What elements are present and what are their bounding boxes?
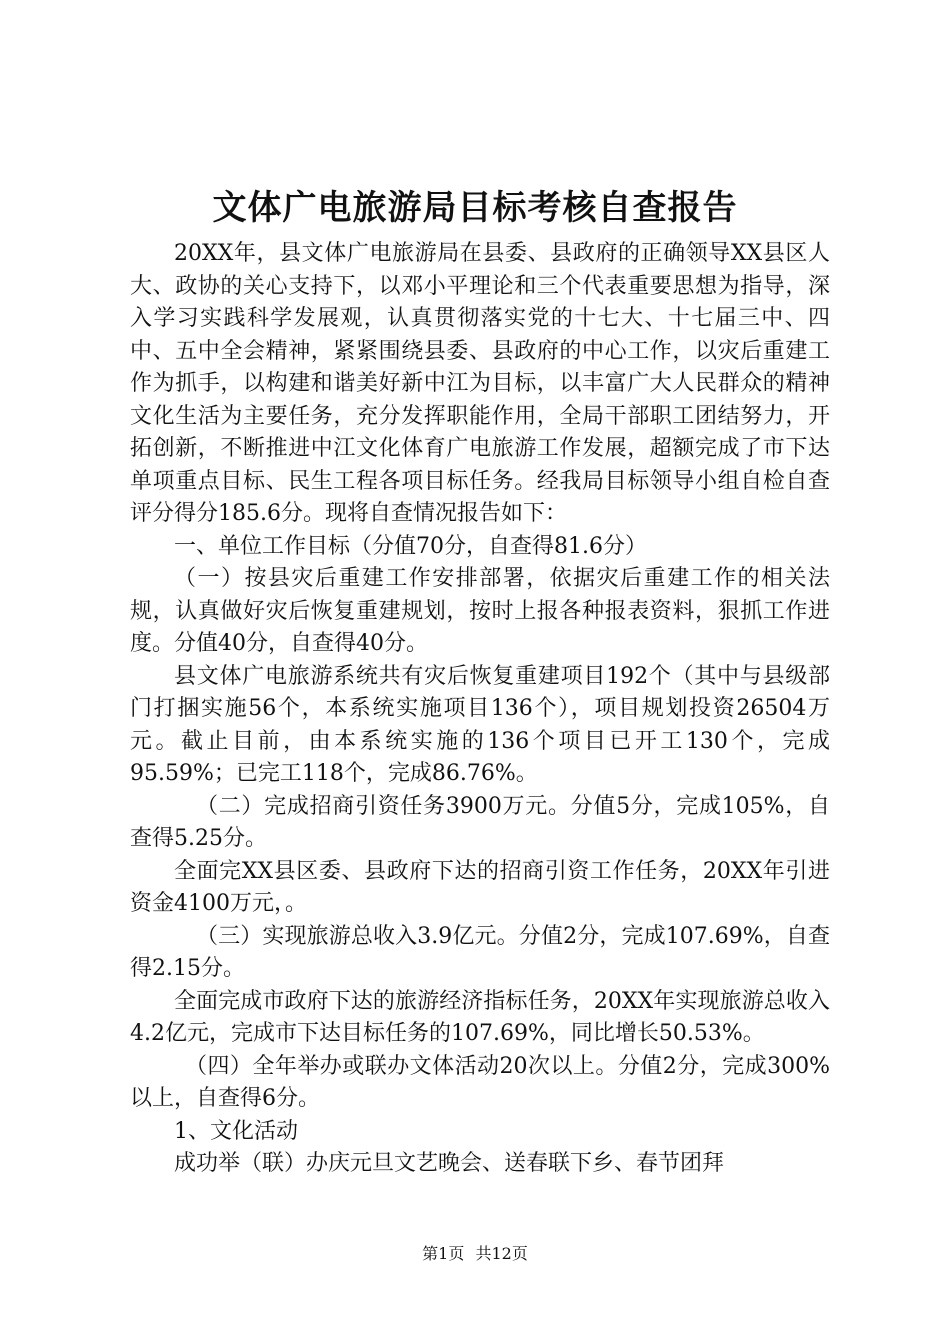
subsection-1: （一）按县灾后重建工作安排部署，依据灾后重建工作的相关法规，认真做好灾后恢复重建规划，按时上报各种报表资料，狠抓工作进度。分值40分，自查得40分。 <box>130 566 830 656</box>
paragraph-culture: 成功举（联）办庆元旦文艺晚会、送春联下乡、春节团拜 <box>174 1151 725 1176</box>
subsection-3: （三）实现旅游总收入3.9亿元。分值2分，完成107.69%，自查得2.15分。 <box>130 923 830 981</box>
document-title: 文体广电旅游局目标考核自查报告 <box>212 188 738 228</box>
paragraph-tourism: 全面完成市政府下达的旅游经济指标任务，20XX年实现旅游总收入4.2亿元，完成市下达目标任务的107.69%，同比增长50.53%。 <box>130 988 830 1046</box>
page-total: 共12页 <box>475 1244 528 1263</box>
subsection-4: （四）全年举办或联办文体活动20次以上。分值2分，完成300%以上，自查得6分。 <box>130 1053 830 1111</box>
paragraph-reconstruction: 县文体广电旅游系统共有灾后恢复重建项目192个（其中与县级部门打捆实施56个，本系统实施项目136个），项目规划投资26504万元。截止目前，由本系统实施的136个项目已开工130个，完成95.59%；已完工118个，完成86.76%。 <box>130 663 830 786</box>
subsection-2: （二）完成招商引资任务3900万元。分值5分，完成105%，自查得5.25分。 <box>130 793 830 851</box>
page-number: 第1页 <box>422 1244 465 1263</box>
section-heading-1: 一、单位工作目标（分值70分，自查得81.6分） <box>174 533 647 559</box>
document-body <box>130 238 830 1181</box>
page-footer <box>0 1242 950 1266</box>
item-heading-culture: 1、文化活动 <box>174 1118 298 1144</box>
paragraph-intro: 20XX年，县文体广电旅游局在县委、县政府的正确领导XX县区人大、政协的关心支持下，以邓小平理论和三个代表重要思想为指导，深入学习实践科学发展观，认真贯彻落实党的十七大、十七届三中、四中、五中全会精神，紧紧围绕县委、县政府的中心工作，以灾后重建工作为抓手，以构建和谐美好新中江为目标，以丰富广大人民群众的精神文化生活为主要任务，充分发挥职能作用，全局干部职工团结努力，开拓创新，不断推进中江文化体育广电旅游工作发展，超额完成了市下达单项重点目标、民生工程各项目标任务。经我局目标领导小组自检自查评分得分185.6分。现将自查情况报告如下： <box>130 241 830 526</box>
paragraph-investment: 全面完XX县区委、县政府下达的招商引资工作任务，20XX年引进资金4100万元，。 <box>130 858 830 916</box>
